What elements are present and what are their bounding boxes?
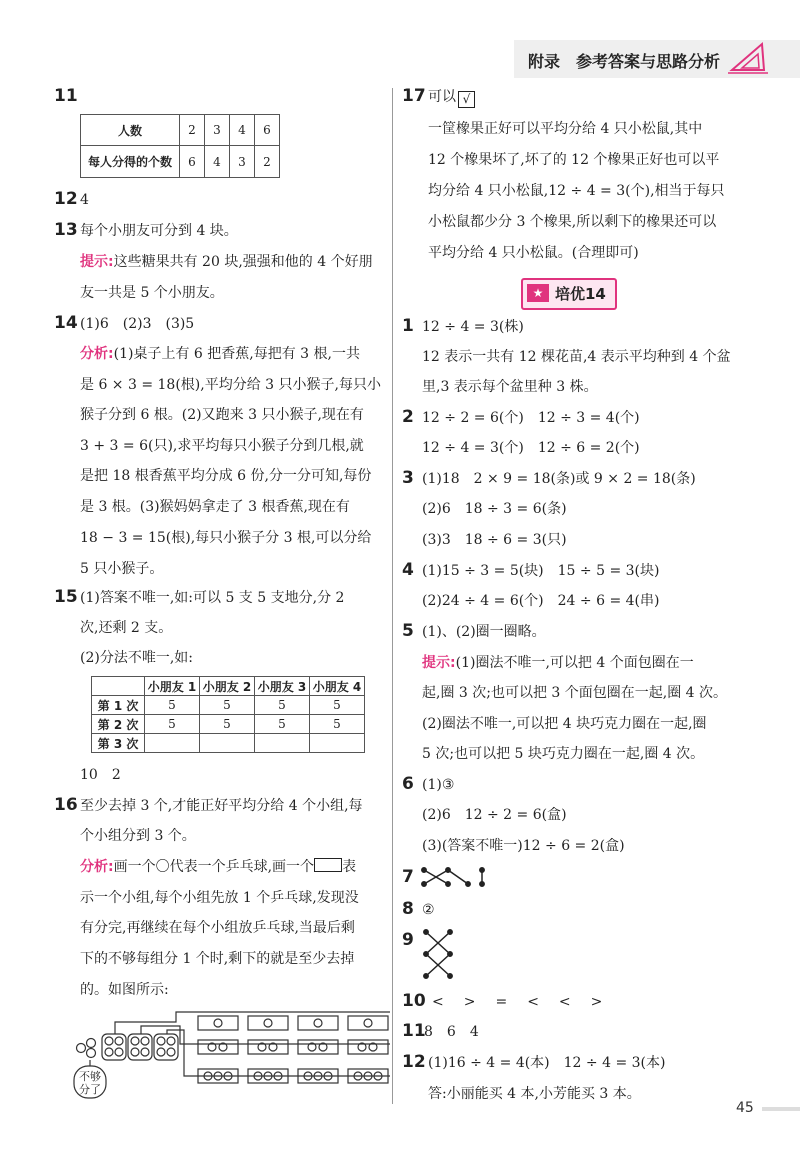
table-cell: 5: [255, 715, 310, 734]
col-header: 小朋友 3: [255, 677, 310, 696]
p2-line: 12 ÷ 2 = 6(个) 12 ÷ 3 = 4(个): [422, 410, 640, 426]
p8-answer: ②: [422, 902, 435, 918]
check-mark-box: √: [458, 91, 475, 108]
q11-cell: 3: [230, 146, 255, 178]
table-cell: 5: [145, 715, 200, 734]
hint-text: (1)圈法不唯一,可以把 4 个面包圈在一: [455, 655, 694, 671]
p4-number: 4: [402, 560, 414, 580]
q11-table: [80, 114, 280, 178]
star-icon: ★: [527, 284, 549, 302]
not-enough-label-2: 分了: [79, 1083, 101, 1096]
q17-answer: [428, 88, 475, 108]
table-cell: [255, 734, 310, 753]
p9-number: 9: [402, 930, 414, 950]
col-header: 小朋友 1: [145, 677, 200, 696]
q16-line: 至少去掉 3 个,才能正好平均分给 4 个小组,每: [80, 798, 363, 814]
q16-line: 个小组分到 3 个。: [80, 828, 196, 844]
not-enough-label: 不够: [79, 1070, 101, 1083]
p5-hint-line: 起,圈 3 次;也可以把 3 个面包圈在一起,圈 4 次。: [422, 685, 728, 701]
q16-analysis-line: 示一个小组,每个小组先放 1 个乒乓球,发现没: [80, 890, 359, 906]
p5-hint-line: 5 次;也可以把 5 块巧克力圈在一起,圈 4 次。: [422, 746, 705, 762]
q15-line: (1)答案不唯一,如:可以 5 支 5 支地分,分 2: [80, 590, 345, 606]
p3-line: (3)3 18 ÷ 6 = 3(只): [422, 532, 567, 548]
q17-answer-text: 可以: [428, 89, 456, 105]
table-cell: 5: [255, 696, 310, 715]
row-header: 第 3 次: [92, 734, 145, 753]
analysis-label: 分析:: [80, 346, 114, 362]
q14-number: 14: [54, 313, 78, 333]
table-cell: 5: [310, 715, 365, 734]
p5-line: (1)、(2)圈一圈略。: [422, 624, 546, 640]
p4-line: (1)15 ÷ 3 = 5(块) 15 ÷ 5 = 3(块): [422, 563, 660, 579]
q16-analysis: [80, 858, 356, 876]
p6-line: (2)6 12 ÷ 2 = 6(盒): [422, 807, 567, 823]
q15-number: 15: [54, 587, 78, 607]
q11-cell: 2: [255, 146, 280, 178]
q14-analysis-line: 是 6 × 3 = 18(根),平均分给 3 只小猴子,每只小: [80, 377, 381, 393]
p9-line-drawing: [420, 928, 456, 980]
hint-label: 提示:: [80, 254, 114, 270]
hint-label: 提示:: [422, 655, 456, 671]
q12-answer: 4: [80, 192, 89, 208]
q15-line: 次,还剩 2 支。: [80, 620, 173, 636]
table-cell: 5: [310, 696, 365, 715]
p11-number: 11: [402, 1021, 426, 1041]
page-number: 45: [736, 1100, 754, 1116]
q17-line: 均分给 4 只小松鼠,12 ÷ 4 = 3(个),相当于每只: [428, 183, 725, 199]
q11-cell: 3: [205, 115, 230, 146]
table-cell: 5: [200, 715, 255, 734]
p5-hint: [422, 654, 694, 672]
p1-line: 12 表示一共有 12 棵花苗,4 表示平均种到 4 个盆: [422, 349, 731, 365]
analysis-text: 表: [342, 859, 357, 875]
p7-number: 7: [402, 867, 414, 887]
p2-line: 12 ÷ 4 = 3(个) 12 ÷ 6 = 2(个): [422, 440, 640, 456]
col-header: 小朋友 4: [310, 677, 365, 696]
q11-row1-label: 人数: [81, 115, 180, 146]
q16-number: 16: [54, 795, 78, 815]
analysis-label: 分析:: [80, 859, 114, 875]
q13-number: 13: [54, 220, 78, 240]
q11-cell: 6: [255, 115, 280, 146]
q11-cell: 2: [180, 115, 205, 146]
ping-pong-grouping-diagram: [60, 1006, 395, 1102]
q14-analysis-line: 是 3 根。(3)猴妈妈拿走了 3 根香蕉,现在有: [80, 499, 350, 515]
q16-analysis-line: 下的不够每组分 1 个时,剩下的就是至少去掉: [80, 951, 355, 967]
p5-hint-line: (2)圈法不唯一,可以把 4 块巧克力圈在一起,圈: [422, 716, 707, 732]
q11-row2-label: 每人分得的个数: [81, 146, 180, 178]
analysis-text: (1)桌子上有 6 把香蕉,每把有 3 根,一共: [113, 346, 360, 362]
q14-line: (1)6 (2)3 (3)5: [80, 316, 195, 332]
q14-analysis-line: 5 只小猴子。: [80, 561, 164, 577]
q13-hint: [80, 253, 373, 271]
q16-analysis-line: 的。如图所示:: [80, 982, 169, 998]
section-badge: [521, 278, 617, 310]
corner-cell: [92, 677, 145, 696]
p10-number: 10: [402, 991, 426, 1011]
p2-number: 2: [402, 407, 414, 427]
table-cell: [145, 734, 200, 753]
p4-line: (2)24 ÷ 4 = 6(个) 24 ÷ 6 = 4(串): [422, 593, 660, 609]
q14-analysis: [80, 345, 360, 363]
p6-line: (3)(答案不唯一)12 ÷ 6 = 2(盒): [422, 838, 625, 854]
q11-cell: 4: [205, 146, 230, 178]
p3-number: 3: [402, 468, 414, 488]
col-header: 小朋友 2: [200, 677, 255, 696]
q13-hint-cont: 友一共是 5 个小朋友。: [80, 285, 224, 301]
q12-number: 12: [54, 189, 78, 209]
p1-number: 1: [402, 316, 414, 336]
p5-number: 5: [402, 621, 414, 641]
table-cell: 5: [145, 696, 200, 715]
page-number-bar: [762, 1107, 800, 1111]
q17-line: 12 个橡果坏了,坏了的 12 个橡果正好也可以平: [428, 152, 720, 168]
p12-line: (1)16 ÷ 4 = 4(本) 12 ÷ 4 = 3(本): [428, 1055, 666, 1071]
column-divider: [392, 88, 393, 1104]
rectangle-symbol: [314, 858, 342, 872]
p1-line: 里,3 表示每个盆里种 3 株。: [422, 379, 598, 395]
analysis-text: 画一个〇代表一个乒乓球,画一个: [113, 859, 315, 875]
q14-analysis-line: 3 + 3 = 6(只),求平均每只小猴子分到几根,就: [80, 438, 364, 454]
table-cell: [200, 734, 255, 753]
q14-analysis-line: 是把 18 根香蕉平均分成 6 份,分一分可知,每份: [80, 468, 372, 484]
row-header: 第 2 次: [92, 715, 145, 734]
q17-number: 17: [402, 86, 426, 106]
p11-answer: 8 6 4: [424, 1024, 479, 1040]
q15-table: [91, 676, 365, 753]
q15-line: (2)分法不唯一,如:: [80, 650, 193, 666]
row-header: 第 1 次: [92, 696, 145, 715]
p8-number: 8: [402, 899, 414, 919]
table-cell: [310, 734, 365, 753]
p6-line: (1)③: [422, 777, 455, 793]
q14-analysis-line: 猴子分到 6 根。(2)又跑来 3 只小猴子,现在有: [80, 407, 364, 423]
p6-number: 6: [402, 774, 414, 794]
q15-line: 10 2: [80, 767, 121, 783]
p3-line: (2)6 18 ÷ 3 = 6(条): [422, 501, 567, 517]
q17-line: 一筐橡果正好可以平均分给 4 只小松鼠,其中: [428, 121, 703, 137]
q11-cell: 6: [180, 146, 205, 178]
section-title: 培优14: [555, 285, 606, 303]
q11-number: 11: [54, 86, 78, 106]
q16-analysis-line: 有分完,再继续在每个小组放乒乓球,当最后剩: [80, 920, 355, 936]
q17-line: 小松鼠都少分 3 个橡果,所以剩下的橡果还可以: [428, 214, 717, 230]
p10-answer: < > = < < >: [432, 994, 606, 1010]
header-title: 附录 参考答案与思路分析: [528, 52, 721, 71]
q14-analysis-line: 18 − 3 = 15(根),每只小猴子分 3 根,可以分给: [80, 530, 372, 546]
q13-line: 每个小朋友可分到 4 块。: [80, 223, 238, 239]
ruler-triangle-icon: [728, 40, 768, 74]
q11-cell: 4: [230, 115, 255, 146]
table-cell: 5: [200, 696, 255, 715]
p7-line-drawing: [420, 866, 492, 888]
p1-line: 12 ÷ 4 = 3(株): [422, 319, 524, 335]
q17-line: 平均分给 4 只小松鼠。(合理即可): [428, 245, 639, 261]
p12-line: 答:小丽能买 4 本,小芳能买 3 本。: [428, 1086, 641, 1102]
hint-text: 这些糖果共有 20 块,强强和他的 4 个好朋: [113, 254, 373, 270]
p3-line: (1)18 2 × 9 = 18(条)或 9 × 2 = 18(条): [422, 471, 696, 487]
p12-number: 12: [402, 1052, 426, 1072]
